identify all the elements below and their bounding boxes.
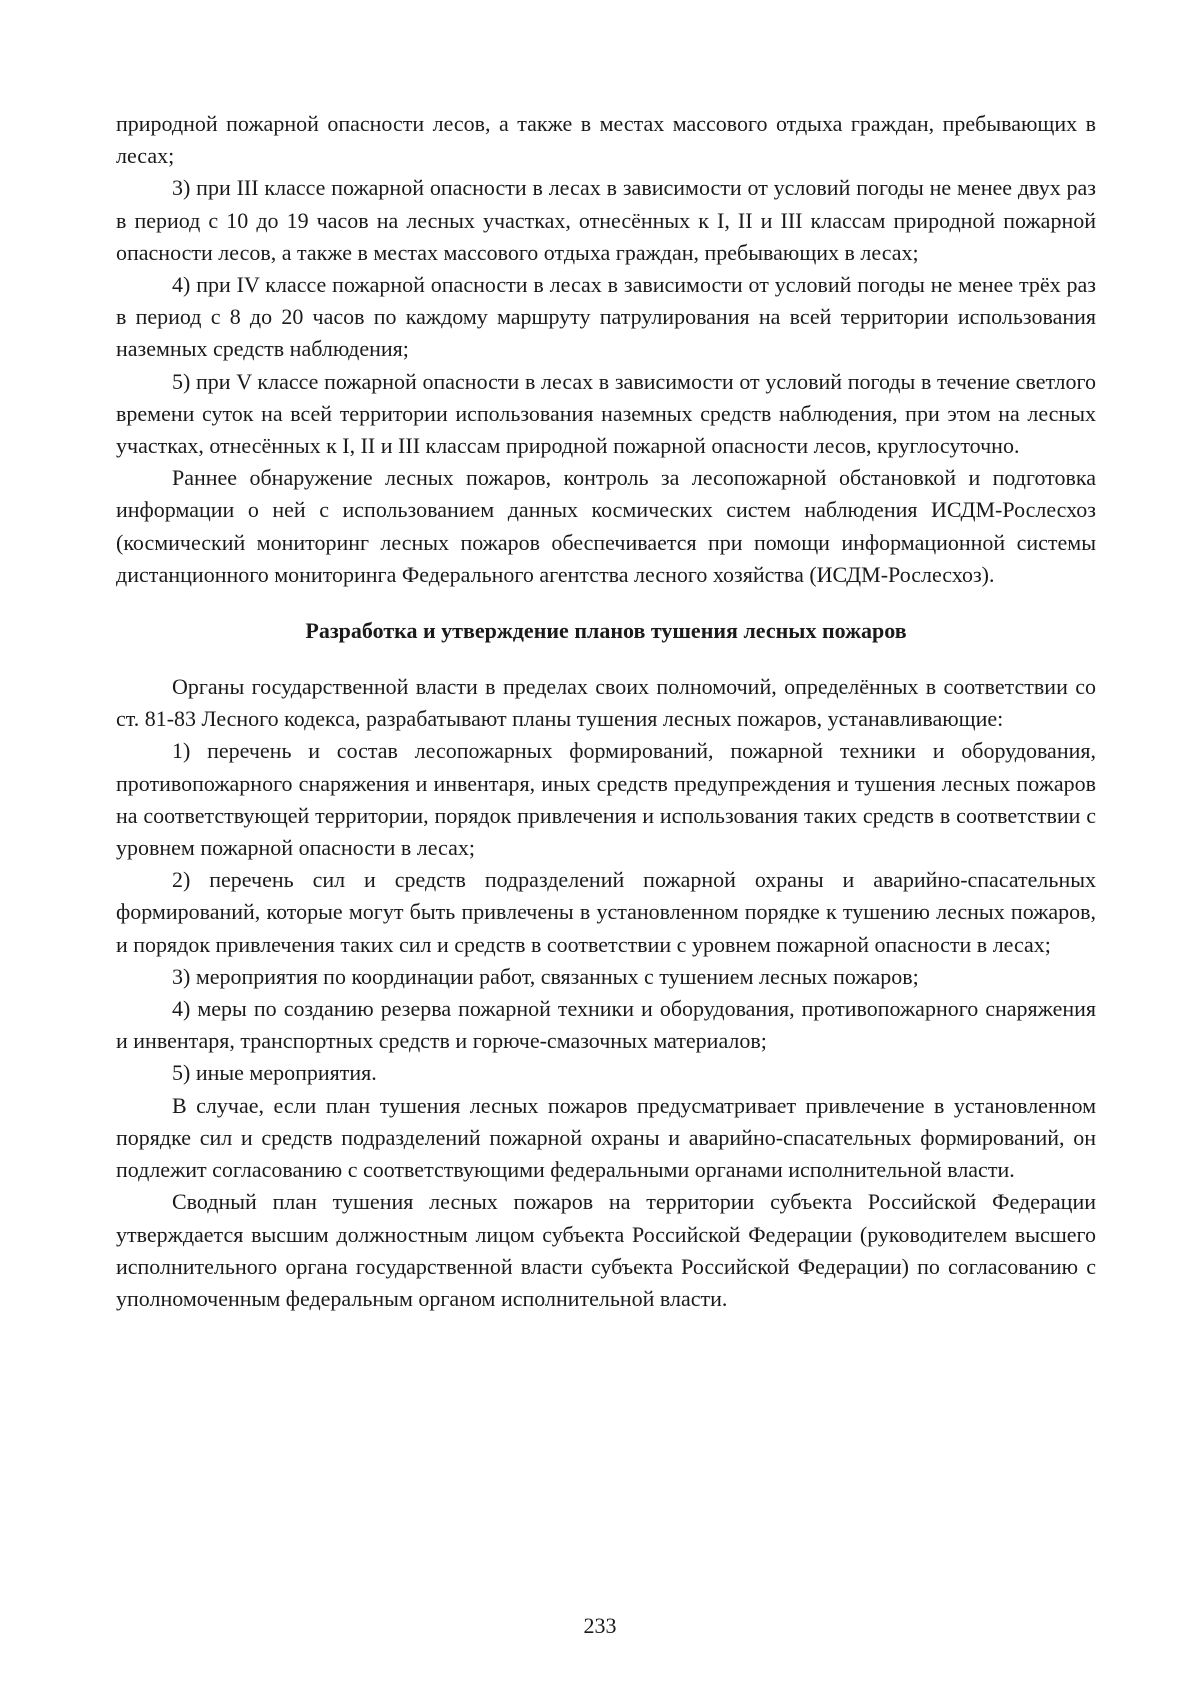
list-item-iii-class: 3) при III классе пожарной опасности в лесах в зависимости от условий погоды не менее двух раз в период с 10 до 19 часов на лесных участках, отнесённых к I, II и III классам природной пожарной опасности лесов, а также в местах массового отдыха граждан, пребывающих в лесах; xyxy=(116,175,1096,265)
list-item-iv-class: 4) при IV классе пожарной опасности в лесах в зависимости от условий погоды не менее трёх раз в период с 8 до 20 часов по каждому маршруту патрулирования на всей территории использования наземных средств наблюдения; xyxy=(116,272,1096,362)
plan-list-item-4: 4) меры по созданию резерва пожарной техники и оборудования, противопожарного снаряжения и инвентаря, транспортных средств и горюче-смазочных материалов; xyxy=(116,996,1096,1054)
plan-list-item-5: 5) иные мероприятия. xyxy=(172,1060,377,1086)
paragraph-continuation: природной пожарной опасности лесов, а также в местах массового отдыха граждан, пребывающих в лесах; xyxy=(116,111,1096,169)
body-text-top xyxy=(116,108,1096,591)
list-item-v-class: 5) при V классе пожарной опасности в лесах в зависимости от условий погоды в течение светлого времени суток на всей территории использования наземных средств наблюдения, при этом на лесных участках, отнесённых к I, II и III классам природной пожарной опасности лесов, круглосуточно. xyxy=(116,368,1096,459)
paragraph-authorities: Органы государственной власти в пределах своих полномочий, определённых в соответствии со ст. 81-83 Лесного кодекса, разрабатывают планы тушения лесных пожаров, устанавливающие: xyxy=(116,674,1096,732)
document-page xyxy=(116,108,1096,1315)
section-heading: Разработка и утверждение планов тушения лесных пожаров xyxy=(305,618,907,644)
paragraph-early-detection: Раннее обнаружение лесных пожаров, контроль за лесопожарной обстановкой и подготовка информации о ней с использованием данных космических систем наблюдения ИСДМ-Рослесхоз (космический мониторинг лесных пожаров обеспечивается при помощи информационной системы дистанционного мониторинга Федерального агентства лесного хозяйства (ИСДМ-Рослесхоз). xyxy=(116,465,1096,587)
body-text-bottom xyxy=(116,671,1096,1315)
plan-list-item-3: 3) мероприятия по координации работ, связанных с тушением лесных пожаров; xyxy=(172,963,919,989)
paragraph-approval-case: В случае, если план тушения лесных пожаров предусматривает привлечение в установленном порядке сил и средств подразделений пожарной охраны и аварийно-спасательных формирований, он подлежит согласованию с соответствующими федеральными органами исполнительной власти. xyxy=(116,1092,1096,1183)
page-number: 233 xyxy=(583,1613,617,1638)
plan-list-item-1: 1) перечень и состав лесопожарных формирований, пожарной техники и оборудования, противопожарного снаряжения и инвентаря, иных средств предупреждения и тушения лесных пожаров на соответствующей территории, порядок привлечения и использования таких средств в соответствии с уровнем пожарной опасности в лесах; xyxy=(116,738,1096,861)
paragraph-consolidated-plan: Сводный план тушения лесных пожаров на территории субъекта Российской Федерации утверждается высшим должностным лицом субъекта Российской Федерации (руководителем высшего исполнительного органа государственной власти субъекта Российской Федерации) по согласованию с уполномоченным федеральным органом исполнительной власти. xyxy=(116,1189,1096,1311)
plan-list-item-2: 2) перечень сил и средств подразделений пожарной охраны и аварийно-спасательных формирований, которые могут быть привлечены в установленном порядке к тушению лесных пожаров, и порядок привлечения таких сил и средств в соответствии с уровнем пожарной опасности в лесах; xyxy=(116,867,1096,957)
